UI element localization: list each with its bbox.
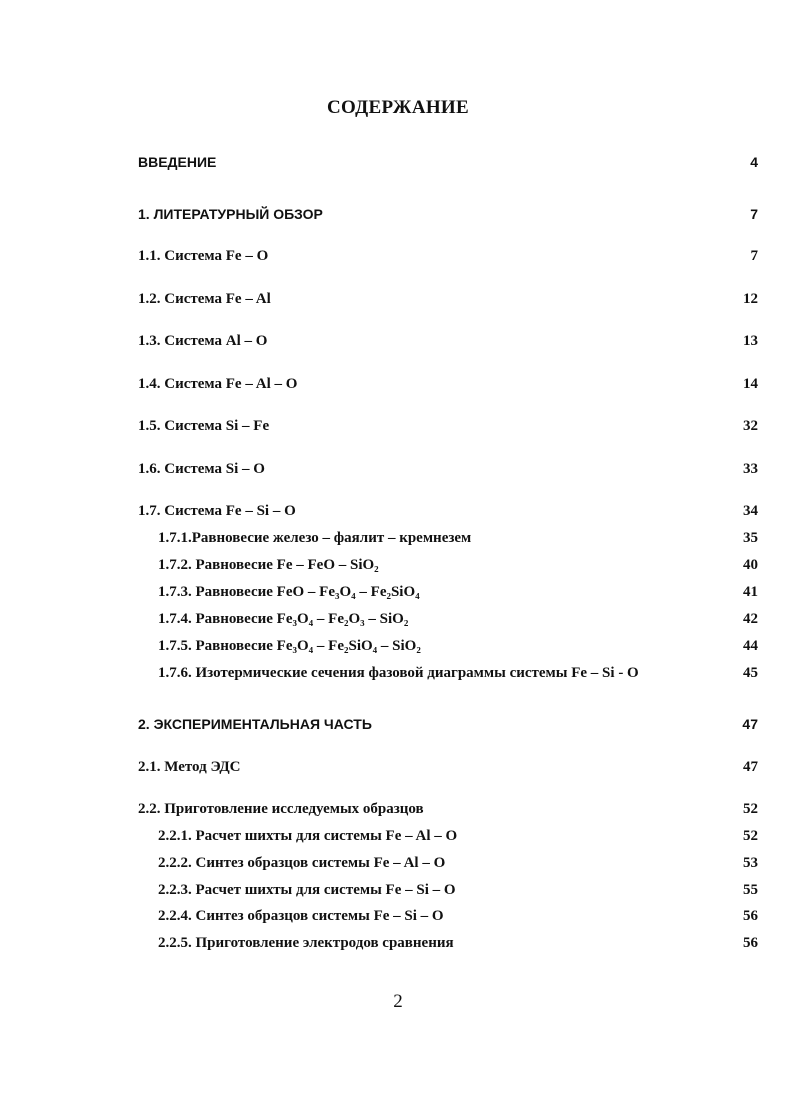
toc-entry-page: 56 — [743, 935, 758, 951]
toc-entry-title: 1.5. Система Si – Fe — [138, 418, 270, 434]
toc-entry-page: 32 — [743, 418, 758, 434]
toc-entry-page: 7 — [750, 248, 758, 264]
toc-entry — [158, 935, 758, 955]
toc-entry-page: 34 — [743, 503, 758, 519]
toc-entry — [138, 291, 758, 311]
toc-entry-page: 56 — [743, 908, 758, 924]
toc-entry-page: 14 — [743, 376, 758, 392]
toc-entry — [138, 376, 758, 396]
toc-entry-title: 1.7.4. Равновесие Fe₃O₄ – Fe₂O₃ – SiO₂ — [158, 611, 409, 627]
toc-entry-page: 33 — [743, 461, 758, 477]
toc-entry-title: 1.7.6. Изотермические сечения фазовой диаграммы системы Fe – Si - O — [158, 665, 639, 681]
toc-entry-title: 1.2. Система Fe – Al — [138, 291, 271, 307]
page-title: СОДЕРЖАНИЕ — [327, 97, 469, 118]
toc-entry-page: 52 — [743, 801, 758, 817]
toc-entry-title: 1.7.1.Равновесие железо – фаялит – кремнезем — [158, 530, 472, 546]
toc-entry-title: ВВЕДЕНИЕ — [138, 154, 217, 170]
page-number: 2 — [393, 991, 403, 1012]
toc-entry — [138, 248, 758, 268]
toc-entry-title: 2.2. Приготовление исследуемых образцов — [138, 801, 424, 817]
toc-entry — [138, 759, 758, 779]
toc-entry — [158, 828, 758, 848]
toc-entry-page: 45 — [743, 665, 758, 681]
toc-entry — [158, 908, 758, 928]
toc-entry — [138, 154, 758, 174]
toc-entry-title: 1. ЛИТЕРАТУРНЫЙ ОБЗОР — [138, 206, 323, 222]
toc-entry-page: 55 — [743, 882, 758, 898]
toc-entry — [138, 801, 758, 821]
toc-entry — [158, 665, 758, 685]
toc-entry — [158, 557, 758, 577]
toc-entry-title: 2. ЭКСПЕРИМЕНТАЛЬНАЯ ЧАСТЬ — [138, 716, 372, 732]
toc-entry-title: 2.2.3. Расчет шихты для системы Fe – Si – O — [158, 882, 456, 898]
toc-entry-title: 2.2.2. Синтез образцов системы Fe – Al – O — [158, 855, 446, 871]
toc-entry-title: 1.1. Система Fe – O — [138, 248, 269, 264]
toc-entry — [138, 206, 758, 226]
toc-entry-page: 41 — [743, 584, 758, 600]
toc-entry-page: 47 — [742, 716, 758, 732]
toc-entry-title: 2.2.5. Приготовление электродов сравнения — [158, 935, 454, 951]
toc-entry — [138, 716, 758, 736]
toc-entry-page: 42 — [743, 611, 758, 627]
toc-entry-page: 47 — [743, 759, 758, 775]
toc-entry-page: 53 — [743, 855, 758, 871]
toc-entry-page: 52 — [743, 828, 758, 844]
toc-entry — [158, 855, 758, 875]
toc-entry-page: 4 — [750, 154, 758, 170]
toc-entry-title: 1.3. Система Al – O — [138, 333, 268, 349]
toc-entry — [158, 611, 758, 631]
toc-entry — [138, 461, 758, 481]
toc-entry-title: 1.7.2. Равновесие Fe – FeO – SiO₂ — [158, 557, 379, 573]
toc-entry — [158, 638, 758, 658]
toc-entry-page: 35 — [743, 530, 758, 546]
toc-entry-title: 1.4. Система Fe – Al – O — [138, 376, 298, 392]
toc-entry — [158, 882, 758, 902]
toc-entry — [138, 418, 758, 438]
toc-entry-page: 12 — [743, 291, 758, 307]
toc-entry — [158, 530, 758, 550]
toc-entry-page: 40 — [743, 557, 758, 573]
toc-entry-title: 1.6. Система Si – O — [138, 461, 265, 477]
toc-entry-title: 1.7.5. Равновесие Fe₃O₄ – Fe₂SiO₄ – SiO₂ — [158, 638, 421, 654]
toc-entry-title: 2.1. Метод ЭДС — [138, 759, 241, 775]
toc-entry-page: 44 — [743, 638, 758, 654]
toc-entry-title: 2.2.4. Синтез образцов системы Fe – Si – O — [158, 908, 444, 924]
toc-entry — [138, 503, 758, 523]
toc-entry-title: 2.2.1. Расчет шихты для системы Fe – Al – O — [158, 828, 458, 844]
toc-entry — [138, 333, 758, 353]
toc-entry-page: 7 — [750, 206, 758, 222]
toc-entry-title: 1.7.3. Равновесие FeO – Fe₃O₄ – Fe₂SiO₄ — [158, 584, 420, 600]
toc-entry-page: 13 — [743, 333, 758, 349]
toc-entry-title: 1.7. Система Fe – Si – O — [138, 503, 296, 519]
toc-entry — [158, 584, 758, 604]
